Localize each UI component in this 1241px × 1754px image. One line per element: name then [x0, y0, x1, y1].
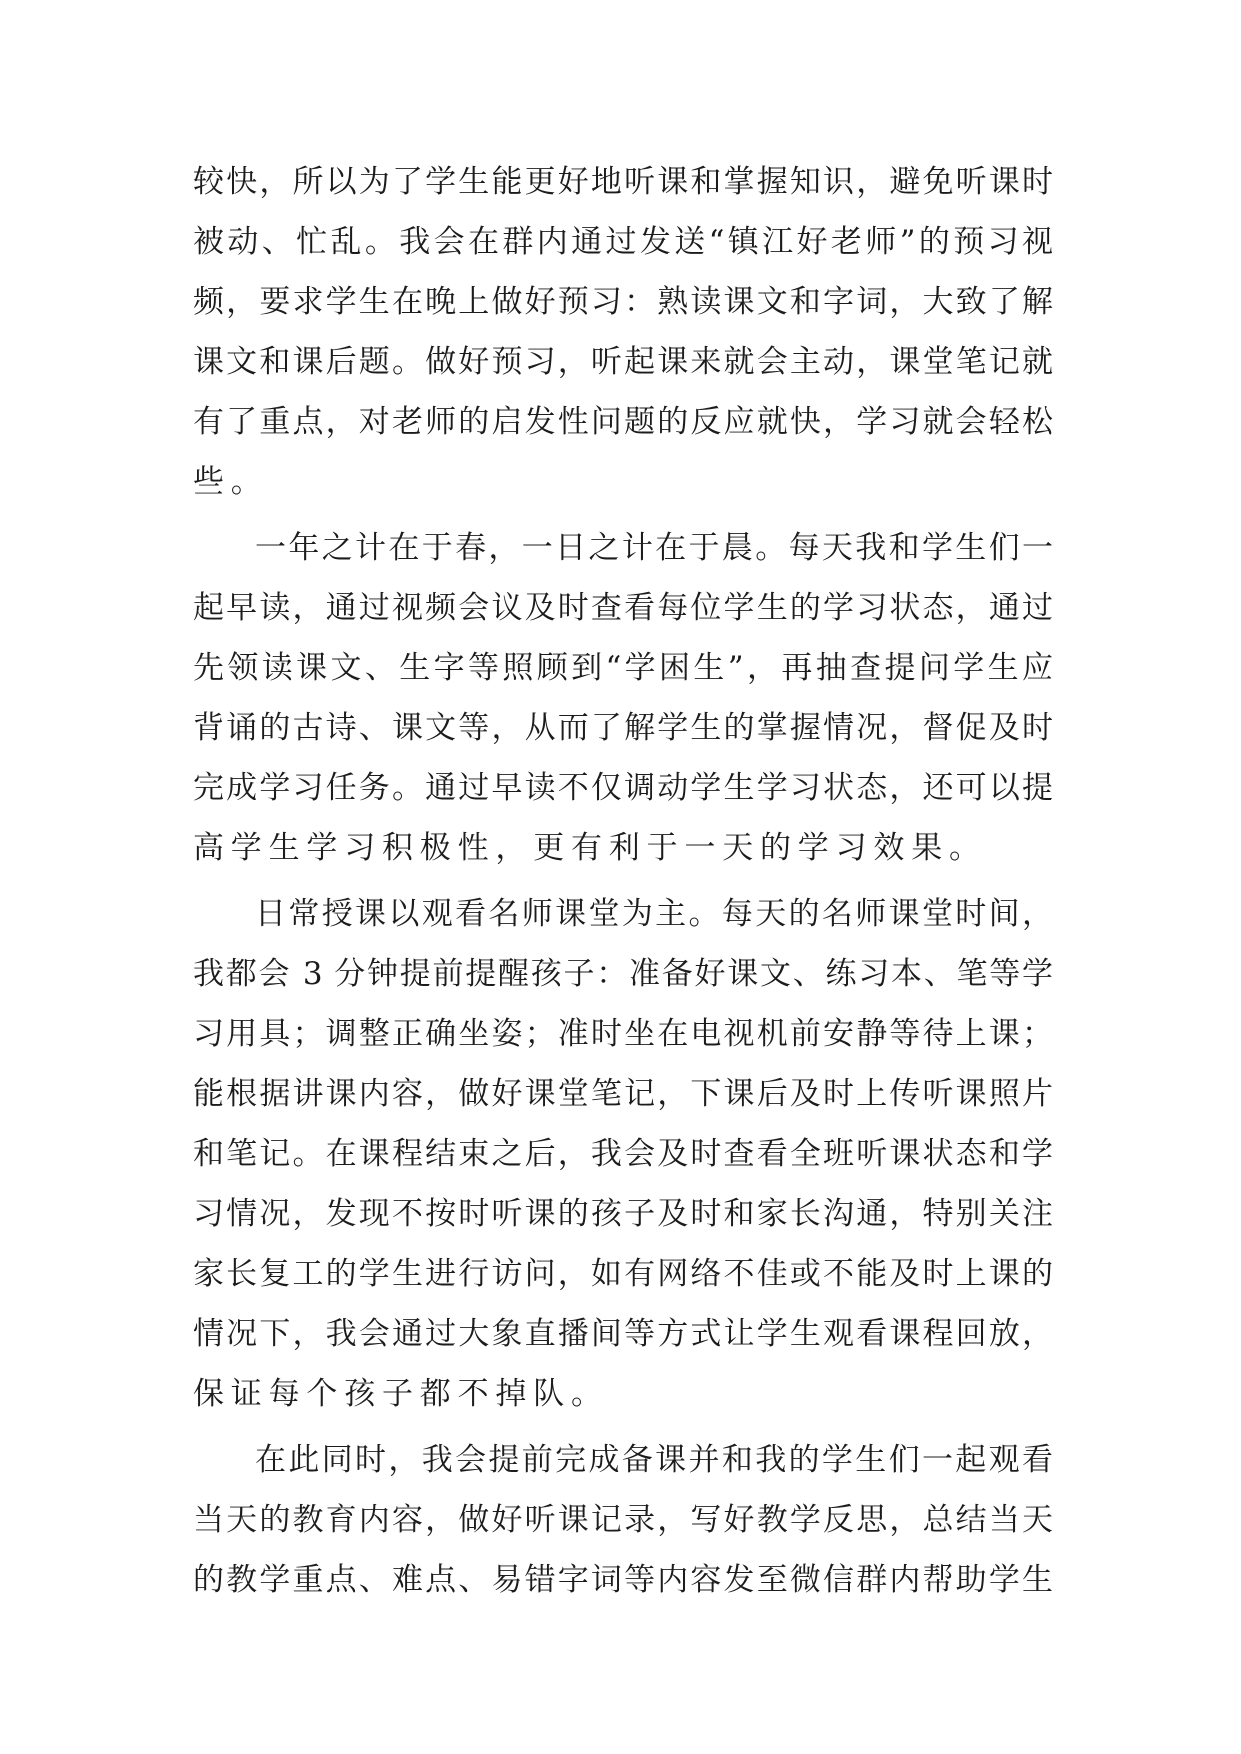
text-line: 完成学习任务。通过早读不仅调动学生学习状态，还可以提	[193, 770, 1053, 806]
paragraph-2	[193, 518, 1053, 878]
text-line: 课文和课后题。做好预习，听起课来就会主动，课堂笔记就	[193, 344, 1053, 380]
document-body	[193, 152, 1053, 1610]
text-line: 保证每个孩子都不掉队。	[193, 1376, 609, 1412]
text-line: 习情况，发现不按时听课的孩子及时和家长沟通，特别关注	[193, 1196, 1053, 1232]
text-line: 能根据讲课内容，做好课堂笔记，下课后及时上传听课照片	[193, 1076, 1053, 1112]
text-line: 家长复工的学生进行访问，如有网络不佳或不能及时上课的	[193, 1256, 1053, 1292]
text-line: 日常授课以观看名师课堂为主。每天的名师课堂时间，	[255, 896, 1053, 932]
text-line: 在此同时，我会提前完成备课并和我的学生们一起观看	[255, 1442, 1053, 1478]
text-line: 当天的教育内容，做好听课记录，写好教学反思，总结当天	[193, 1502, 1053, 1538]
text-line: 和笔记。在课程结束之后，我会及时查看全班听课状态和学	[193, 1136, 1053, 1172]
text-line: 频，要求学生在晚上做好预习：熟读课文和字词，大致了解	[193, 284, 1053, 320]
paragraph-3	[193, 884, 1053, 1424]
text-line: 背诵的古诗、课文等，从而了解学生的掌握情况，督促及时	[193, 710, 1053, 746]
text-line: 我都会 3 分钟提前提醒孩子：准备好课文、练习本、笔等学	[193, 956, 1053, 992]
text-line: 习用具；调整正确坐姿；准时坐在电视机前安静等待上课；	[193, 1016, 1053, 1052]
paragraph-4	[193, 1430, 1053, 1610]
paragraph-1	[193, 152, 1053, 512]
text-line: 先领读课文、生字等照顾到“学困生”，再抽查提问学生应	[193, 650, 1053, 686]
text-line: 较快，所以为了学生能更好地听课和掌握知识，避免听课时	[193, 164, 1053, 200]
text-line: 些。	[193, 464, 269, 500]
text-line: 一年之计在于春，一日之计在于晨。每天我和学生们一	[255, 530, 1053, 566]
text-line: 的教学重点、难点、易错字词等内容发至微信群内帮助学生	[193, 1562, 1053, 1598]
text-line: 情况下，我会通过大象直播间等方式让学生观看课程回放，	[193, 1316, 1053, 1352]
text-line: 高学生学习积极性，更有利于一天的学习效果。	[193, 830, 987, 866]
text-line: 有了重点，对老师的启发性问题的反应就快，学习就会轻松	[193, 404, 1053, 440]
text-line: 被动、忙乱。我会在群内通过发送“镇江好老师”的预习视	[193, 224, 1053, 260]
text-line: 起早读，通过视频会议及时查看每位学生的学习状态，通过	[193, 590, 1053, 626]
